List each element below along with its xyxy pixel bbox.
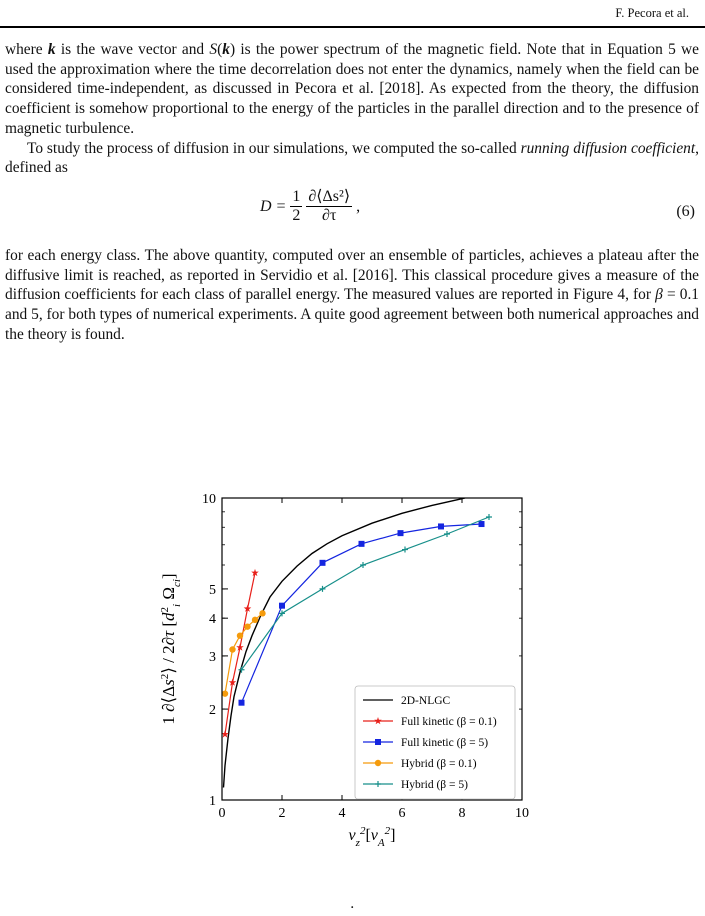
x-axis-label: $v_z^2[v_A^2]$ (348, 825, 396, 849)
eq-deriv-den: ∂τ (322, 206, 337, 224)
y-tick-label: 10 (202, 492, 216, 507)
data-point (486, 514, 492, 520)
y-tick-label: 4 (209, 612, 216, 628)
diffusion-chart (140, 478, 560, 858)
eq-derivative (306, 188, 352, 225)
p1-text-c: ) is the power spectrum of the magnetic field. Note that in Equation 5 we used the approximation where the time decorrelation does not enter the dynamics, namely when the field can be considered time-independent, as discussed in Pecora et al. [2018]. As expected from the theory, the diffusion coefficient is somehow proportional to the energy of the particles in the parallel direction and to the presence of magnetic turbulence. (5, 41, 699, 137)
legend-label: Full kinetic (β = 0.1) (401, 716, 497, 728)
data-point (239, 700, 245, 706)
p3-text-b: = 0.1 and 5, for both types of numerical experiments. A quite good agreement between both numerical approaches and the theory is found. (5, 286, 699, 343)
beta-symbol: β (655, 286, 663, 304)
data-point (359, 541, 365, 547)
y-tick-label: 5 (209, 582, 216, 598)
data-point (398, 530, 404, 536)
wave-vector-symbol: k (47, 41, 56, 58)
p1-text-b: is the wave vector and (55, 41, 210, 58)
data-point (279, 603, 285, 609)
x-tick-label: 0 (218, 806, 226, 821)
data-point (252, 617, 258, 623)
data-point (222, 690, 228, 696)
p2-italic-term: running diffusion coefficient (520, 139, 696, 157)
spectrum-symbol: S (209, 41, 218, 58)
paragraph-1 (5, 40, 699, 139)
x-tick-label: 4 (338, 806, 346, 821)
data-point (444, 531, 450, 537)
body-text (5, 40, 699, 344)
data-point (402, 547, 408, 553)
header-rule (0, 26, 705, 28)
equation-number: (6) (676, 202, 695, 220)
y-tick-label: 3 (209, 649, 216, 665)
paragraph-3 (5, 246, 699, 345)
x-tick-label: 2 (278, 806, 286, 821)
legend-label: 2D-NLGC (401, 695, 451, 707)
legend-marker (375, 739, 381, 745)
x-tick-label: 10 (515, 806, 529, 821)
p3-text-a: for each energy class. The above quantity, computed over an ensemble of particles, achieves a plateau after the diffusive limit is reached, as reported in Servidio et al. [2016]. This classical procedure gives a measure of the diffusion coefficients for each class of parallel energy. The measured values are reported in Figure 4, for (5, 246, 699, 304)
p1-paren: ( (217, 41, 223, 58)
page-mark: . (350, 896, 355, 912)
series-line (242, 517, 490, 670)
p2-text-b: , defined as (5, 139, 699, 177)
series-line (225, 573, 255, 734)
x-tick-label: 6 (398, 806, 406, 821)
paragraph-2 (5, 139, 699, 178)
wave-vector-symbol-2: k (222, 41, 230, 58)
y-axis-label: 1 $\partial⟨\Delta s^2⟩ / 2\partial\tau$ [$d^2_i$ $\Omega_{ci}$] (159, 573, 183, 725)
eq-half-num: 1 (292, 187, 301, 205)
data-point (320, 560, 326, 566)
eq-half-den: 2 (292, 206, 301, 224)
data-point (438, 523, 444, 529)
equation-6 (5, 182, 699, 242)
y-tick-label: 1 (209, 794, 216, 809)
eq-lhs: D = (260, 197, 287, 215)
data-point (259, 610, 265, 616)
p1-text-a: where (5, 41, 48, 58)
p2-text-a: To study the process of diffusion in our simulations, we computed the so-called (27, 139, 521, 157)
data-point (229, 646, 235, 652)
running-head: F. Pecora et al. (615, 6, 689, 20)
legend-label: Full kinetic (β = 5) (401, 737, 489, 749)
x-tick-label: 8 (458, 806, 466, 821)
legend-marker (375, 760, 381, 766)
data-point (244, 623, 250, 629)
data-point (479, 521, 485, 527)
eq-comma: , (356, 197, 361, 215)
legend-label: Hybrid (β = 5) (401, 779, 468, 791)
data-point (237, 632, 243, 638)
eq-deriv-num: ∂⟨Δs²⟩ (308, 187, 351, 205)
data-point (360, 562, 366, 568)
y-tick-label: 2 (209, 703, 216, 719)
data-point (320, 586, 326, 592)
series-line (242, 524, 482, 703)
legend-label: Hybrid (β = 0.1) (401, 758, 477, 770)
eq-half (290, 188, 302, 225)
figure-4 (140, 478, 560, 858)
